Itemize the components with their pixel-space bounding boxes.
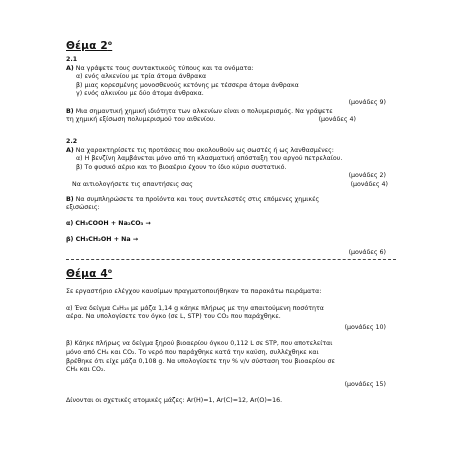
q21-b-prompt: Β) Μια σημαντική χημική ιδιότητα των αλκενίων είναι ο πολυμερισμός. Να γράψετε xyxy=(66,107,333,115)
q4-a-marks: (μονάδες 10) xyxy=(344,323,386,331)
q21-a-marks: (μονάδες 9) xyxy=(348,98,386,106)
q21-number: 2.1 xyxy=(66,56,78,63)
theme4-heading: Θέμα $4^o$ xyxy=(66,268,113,280)
q22-a-marks: (μονάδες 2) xyxy=(348,172,386,180)
q4-b-line-3: βρέθηκε ότι είχε μάζα 0,108 g. Να υπολογίσετε την % v/v σύσταση του βιοαερίου σε xyxy=(66,357,335,365)
q22-b-marks: (μονάδες 6) xyxy=(348,248,386,256)
question-4 xyxy=(66,288,396,406)
q4-intro: Σε εργαστήριο ελέγχου καυσίμων πραγματοποιήθηκαν τα παρακάτω πειράματα: xyxy=(66,288,322,295)
q21-a-prompt: Α) Να γράψετε τους συντακτικούς τύπους και τα ονόματα: xyxy=(66,64,254,72)
q21-a-item-3: γ) ενός αλκινίου με δύο άτομα άνθρακα. xyxy=(76,90,204,98)
q22-justify-text: Να αιτιολογήσετε τις απαντήσεις σας xyxy=(72,180,193,188)
q21-b-marks: (μονάδες 4) xyxy=(318,116,356,124)
q22-a-item-1: α) Η βενζίνη λαμβάνεται μόνο από τη κλασματική απόσταξη του αργού πετρελαίου. xyxy=(76,155,343,163)
q22-justify-marks: (μονάδες 4) xyxy=(350,180,388,188)
q4-given-masses: Δίνονται οι σχετικές ατομικές μάζες: Ar(H)=1, Ar(C)=12, Ar(O)=16. xyxy=(66,397,283,405)
q22-justify xyxy=(66,181,396,190)
q21-a-item-1: α) ενός αλκενίου με τρία άτομα άνθρακα xyxy=(76,73,207,81)
q22-a-item-2: β) Το φυσικό αέριο και το βιοαέριο έχουν το ίδιο κύριο συστατικό. xyxy=(76,163,287,171)
q21-b-line-2: τη χημική εξίσωση πολυμερισμού του αιθενίου. xyxy=(66,116,216,124)
q4-b-marks: (μονάδες 15) xyxy=(344,380,386,388)
question-2-1 xyxy=(66,56,396,125)
q22-b-line-2: εξισώσεις: xyxy=(66,204,100,212)
q4-b-line-1: β) Κάηκε πλήρως να δείγμα ξηρού βιοαερίου όγκου 0,112 L σε STP, που αποτελείται xyxy=(66,340,333,348)
q22-equation-b: β) CH₃CH₂OH + Na → xyxy=(66,236,139,244)
q22-number: 2.2 xyxy=(66,138,78,145)
q4-a-line-2: αέρα. Να υπολογίσετε τον όγκο (σε L, STP) του CO₂ που παράχθηκε. xyxy=(66,313,281,321)
q4-b-line-4: CH₄ και CO₂. xyxy=(66,366,106,374)
q4-a-line-1: α) Ένα δείγμα C₈H₁₈ με μάζα 1,14 g κάηκε πλήρως με την απαιτούμενη ποσότητα xyxy=(66,304,324,312)
theme2-heading: Θέμα $2^o$ xyxy=(66,40,113,52)
q21-a-item-2: β) μιας κορεσμένης μονοσθενούς κετόνης με τέσσερα άτομα άνθρακα xyxy=(76,81,299,89)
section-divider xyxy=(66,259,396,260)
question-2-2 xyxy=(66,138,396,258)
q22-a-prompt: Α) Να χαρακτηρίσετε τις προτάσεις που ακολουθούν ως σωστές ή ως λανθασμένες: xyxy=(66,146,334,154)
q22-equation-a: α) CH₃COOH + Na₂CO₃ → xyxy=(66,219,151,227)
q4-b-line-2: μόνο από CH₄ και CO₂. Το νερό που παράχθηκε κατά την καύση, συλλέχθηκε και xyxy=(66,348,319,356)
q22-b-prompt: Β) Να συμπληρώσετε τα προϊόντα και τους συντελεστές στις επόμενες χημικές xyxy=(66,195,320,203)
